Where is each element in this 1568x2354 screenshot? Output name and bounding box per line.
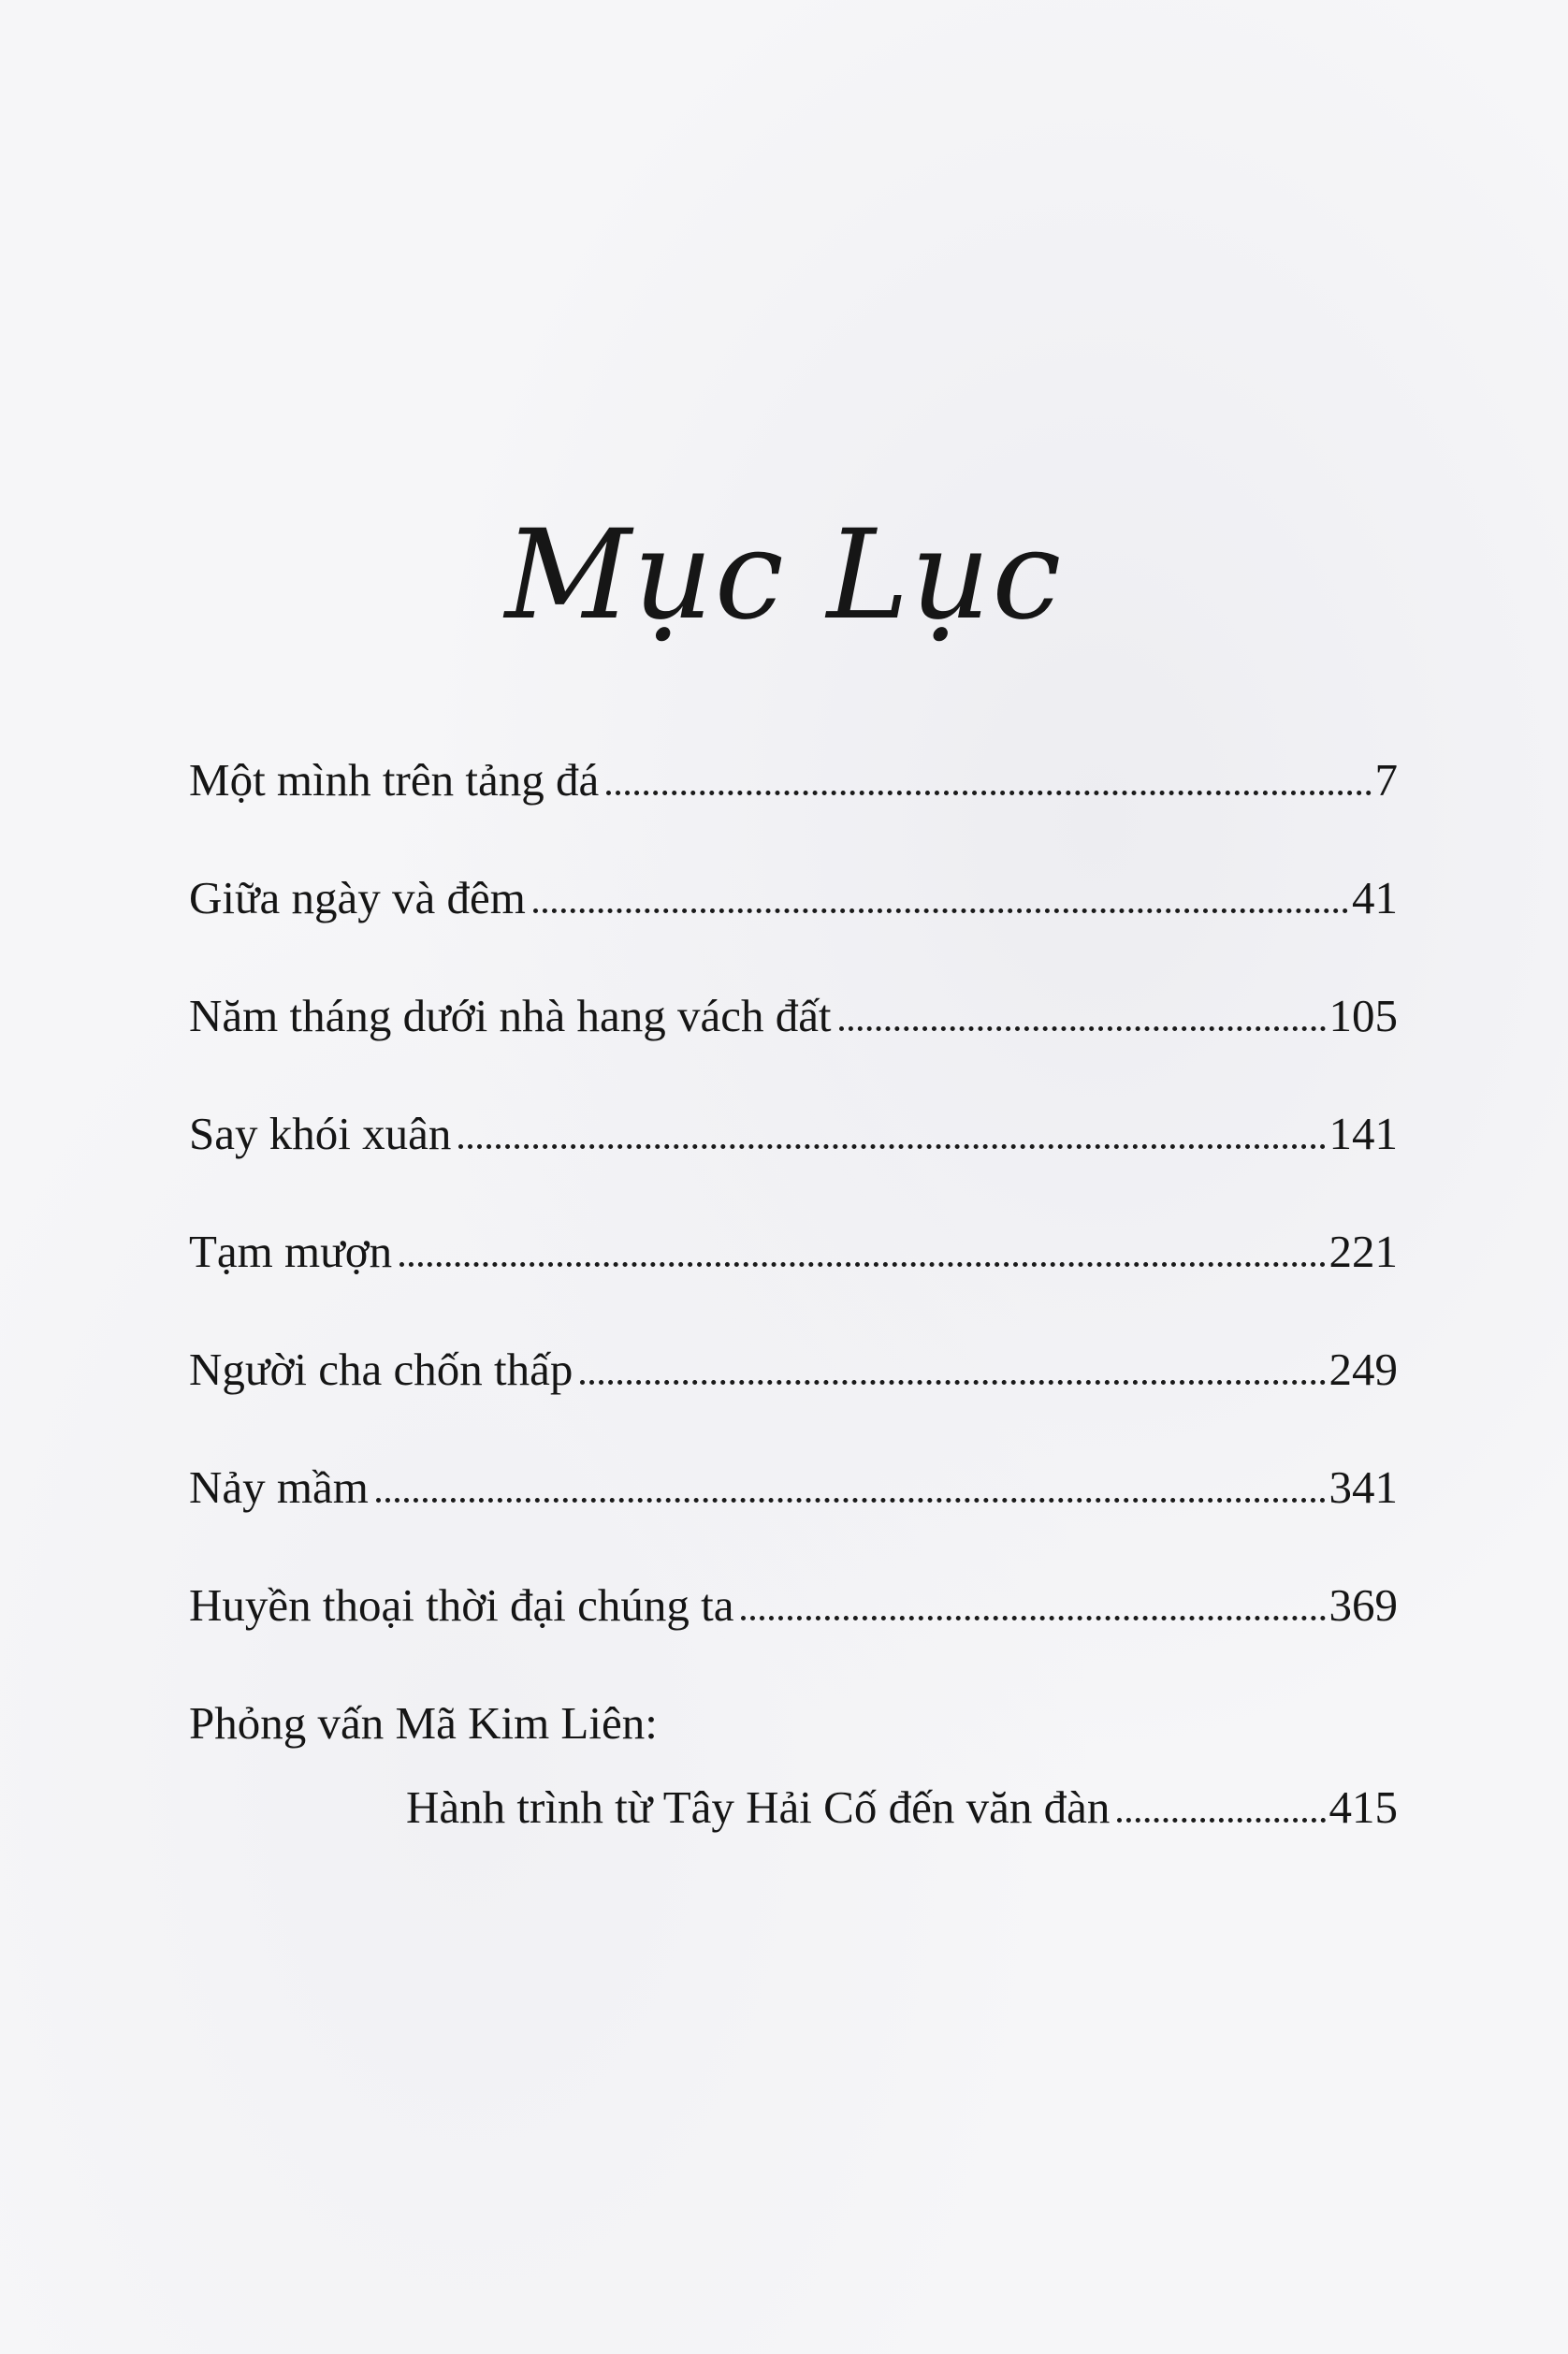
toc-entry-page: 369 <box>1328 1579 1398 1631</box>
toc-entry-title: Năm tháng dưới nhà hang vách đất <box>189 990 832 1041</box>
dot-leader <box>458 1144 1325 1149</box>
dot-leader <box>399 1262 1325 1267</box>
toc-entry-title: Nảy mầm <box>189 1461 369 1513</box>
toc-entry-page: 41 <box>1352 872 1398 923</box>
toc-entry-title: Giữa ngày và đêm <box>189 872 526 923</box>
toc-entry-page: 249 <box>1328 1344 1398 1395</box>
toc-entry-page: 141 <box>1328 1108 1398 1159</box>
toc-entry <box>189 1454 1398 1514</box>
dot-leader <box>839 1026 1326 1031</box>
toc-entry-page: 415 <box>1328 1781 1398 1833</box>
toc-interview-line: Phỏng vấn Mã Kim Liên: <box>189 1697 658 1749</box>
dot-leader <box>376 1498 1326 1503</box>
page-title: Mục Lục <box>504 503 1064 647</box>
toc-entry-page: 105 <box>1328 990 1398 1041</box>
toc-entry <box>189 1218 1398 1278</box>
toc-entry-page: 341 <box>1328 1461 1398 1513</box>
toc-entry-page: 7 <box>1374 754 1398 806</box>
toc-interview-heading <box>189 1690 1398 1750</box>
dot-leader <box>741 1616 1325 1620</box>
toc-entry <box>189 1100 1398 1160</box>
dot-leader <box>1117 1818 1325 1823</box>
toc-entry <box>189 747 1398 806</box>
toc-entry-title: Tạm mượn <box>189 1226 393 1277</box>
toc-entry <box>189 982 1398 1042</box>
toc-entry-title: Một mình trên tảng đá <box>189 754 600 806</box>
dot-leader <box>533 908 1348 913</box>
toc-entry <box>189 1572 1398 1632</box>
toc-entry-title: Hành trình từ Tây Hải Cố đến văn đàn <box>406 1781 1111 1833</box>
dot-leader <box>580 1380 1325 1385</box>
toc-entry <box>189 865 1398 924</box>
toc-entry-title: Say khói xuân <box>189 1108 452 1159</box>
toc-entry-page: 221 <box>1328 1226 1398 1277</box>
dot-leader <box>606 791 1371 795</box>
toc-entry-title: Người cha chốn thấp <box>189 1344 573 1395</box>
toc-entry-title: Huyền thoại thời đại chúng ta <box>189 1579 734 1631</box>
toc-entry <box>189 1336 1398 1396</box>
toc-entry <box>189 1774 1398 1834</box>
